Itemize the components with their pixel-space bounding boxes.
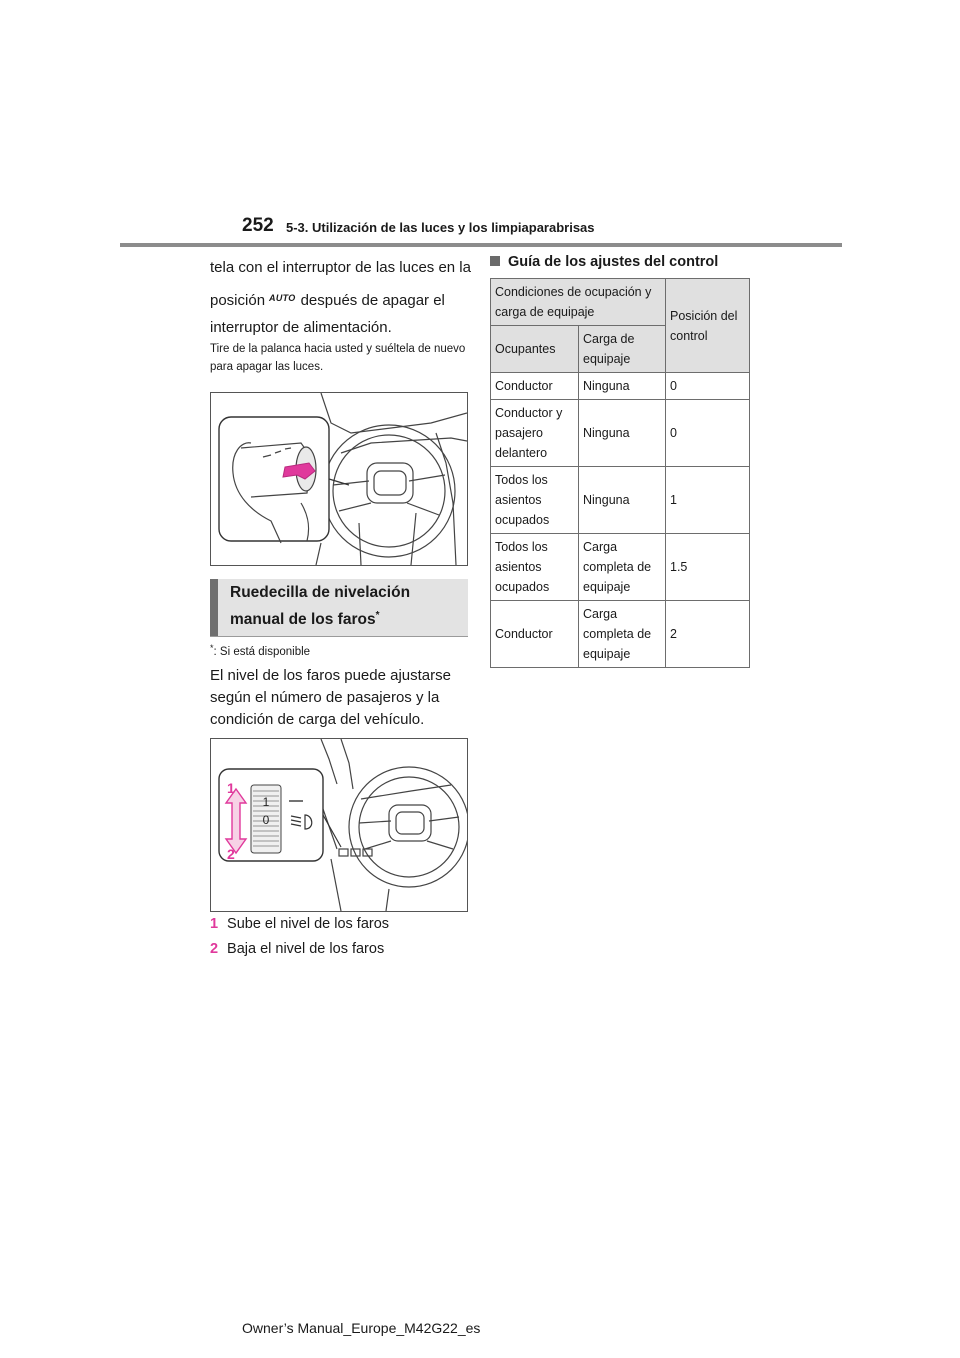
occupants-cell: Conductor y pasajero delantero bbox=[491, 400, 579, 467]
position-cell: 2 bbox=[666, 601, 750, 668]
intro-line-2 bbox=[210, 287, 445, 312]
luggage-cell: Ninguna bbox=[579, 467, 666, 534]
callout-2: 2 bbox=[227, 846, 235, 862]
section-heading bbox=[210, 579, 468, 637]
page-number: 252 bbox=[242, 215, 274, 236]
heading-line-1: Ruedecilla de nivelación bbox=[230, 584, 411, 601]
legend-item-raise bbox=[210, 916, 389, 932]
legend-item-lower bbox=[210, 941, 384, 957]
table-heading bbox=[490, 254, 718, 270]
group-header-cell: Condiciones de ocupación y carga de equipaje bbox=[491, 279, 666, 326]
occupants-cell: Conductor bbox=[491, 373, 579, 400]
legend-number: 1 bbox=[210, 916, 219, 932]
intro-line-3: interruptor de alimentación. bbox=[210, 319, 392, 336]
luggage-cell: Ninguna bbox=[579, 373, 666, 400]
lever-illustration-drawing bbox=[211, 393, 467, 565]
luggage-cell: Ninguna bbox=[579, 400, 666, 467]
table-row bbox=[491, 601, 750, 668]
lever-illustration bbox=[210, 392, 468, 566]
availability-footnote bbox=[210, 643, 310, 658]
heading-line-2-text: manual de los faros bbox=[230, 611, 376, 628]
auto-position-symbol: AUTO bbox=[269, 293, 296, 303]
table-header-row bbox=[491, 279, 750, 326]
position-cell: 0 bbox=[666, 400, 750, 467]
position-cell: 0 bbox=[666, 373, 750, 400]
table-heading-text: Guía de los ajustes del control bbox=[508, 254, 719, 270]
luggage-cell: Carga completa de equipaje bbox=[579, 534, 666, 601]
luggage-header-cell: Carga de equipaje bbox=[579, 326, 666, 373]
callout-1: 1 bbox=[227, 780, 235, 796]
position-cell: 1 bbox=[666, 467, 750, 534]
table-row bbox=[491, 534, 750, 601]
table-row bbox=[491, 373, 750, 400]
table-row bbox=[491, 400, 750, 467]
header-rule bbox=[120, 243, 842, 247]
dial-bottom-mark: 0 bbox=[262, 813, 270, 827]
legend-text: Baja el nivel de los faros bbox=[227, 941, 385, 957]
intro-line-1: tela con el interruptor de las luces en la bbox=[210, 259, 471, 276]
intro-note: Tire de la palanca hacia usted y suéltela de nuevo para apagar las luces. bbox=[210, 343, 466, 373]
leveling-dial-drawing bbox=[211, 739, 467, 911]
position-cell: 1.5 bbox=[666, 534, 750, 601]
luggage-cell: Carga completa de equipaje bbox=[579, 601, 666, 668]
section-title: 5-3. Utilización de las luces y los limpiaparabrisas bbox=[286, 220, 595, 235]
leveling-dial-illustration bbox=[210, 738, 468, 912]
intro-text-before-symbol: posición bbox=[210, 292, 266, 309]
table-row bbox=[491, 467, 750, 534]
footnote-asterisk: * bbox=[210, 643, 214, 653]
footnote-text: : Si está disponible bbox=[213, 646, 311, 658]
occupants-cell: Todos los asientos ocupados bbox=[491, 467, 579, 534]
position-header-cell: Posición del control bbox=[666, 279, 750, 373]
page-footer: Owner’s Manual_Europe_M42G22_es bbox=[242, 1320, 481, 1336]
heading-accent-bar bbox=[210, 579, 218, 636]
legend-number: 2 bbox=[210, 941, 219, 957]
heading-line-2 bbox=[230, 610, 379, 629]
occupants-cell: Todos los asientos ocupados bbox=[491, 534, 579, 601]
dial-top-mark: 1 bbox=[262, 795, 270, 809]
intro-text-after-symbol: después de apagar el bbox=[300, 292, 445, 309]
occupants-cell: Conductor bbox=[491, 601, 579, 668]
square-bullet-icon bbox=[490, 256, 500, 266]
legend-text: Sube el nivel de los faros bbox=[227, 916, 390, 932]
heading-asterisk: * bbox=[375, 610, 380, 621]
settings-guide-table bbox=[490, 278, 750, 668]
leveling-paragraph: El nivel de los faros puede ajustarse según el número de pasajeros y la condición de carga del vehículo. bbox=[210, 667, 451, 728]
occupants-header-cell: Ocupantes bbox=[491, 326, 579, 373]
